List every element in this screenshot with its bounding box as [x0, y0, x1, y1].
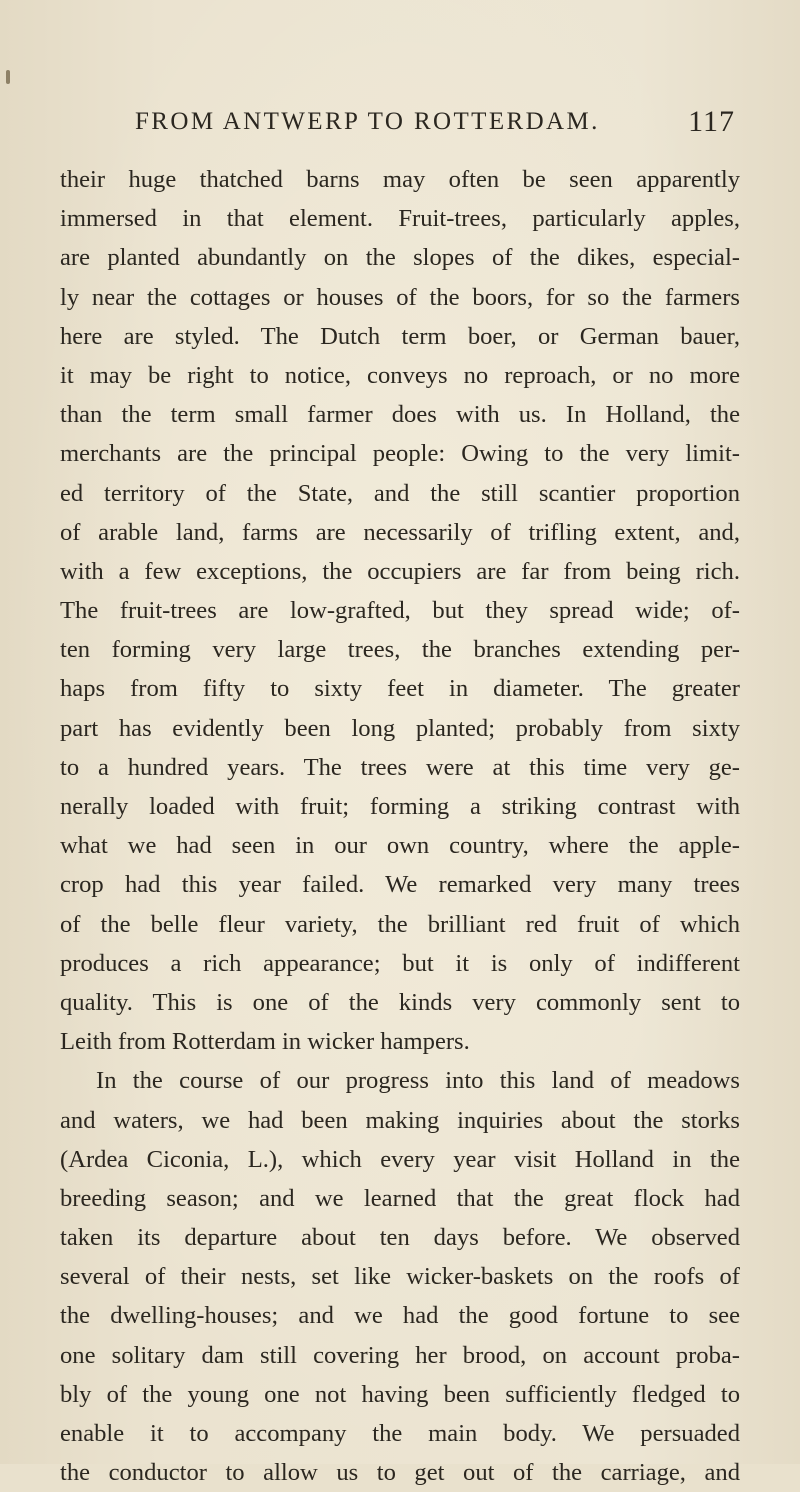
- text-line: (Ardea Ciconia, L.), which every year visit Holland in the: [60, 1145, 740, 1173]
- text-line: produces a rich appearance; but it is only of indifferent: [60, 949, 740, 977]
- text-line: ly near the cottages or houses of the boors, for so the farmers: [60, 283, 740, 311]
- text-line: the dwelling-houses; and we had the good fortune to see: [60, 1302, 740, 1330]
- text-line: ten forming very large trees, the branches extending per-: [60, 636, 740, 664]
- text-line: are planted abundantly on the slopes of the dikes, especial-: [60, 244, 740, 272]
- text-line: crop had this year failed. We remarked very many trees: [60, 871, 740, 899]
- text-line: ed territory of the State, and the still scantier proportion: [60, 479, 740, 507]
- text-line: with a few exceptions, the occupiers are far from being rich.: [60, 557, 740, 585]
- running-title: FROM ANTWERP TO ROTTERDAM.: [135, 108, 600, 135]
- text-line: part has evidently been long planted; probably from sixty: [60, 714, 740, 742]
- text-line: here are styled. The Dutch term boer, or German bauer,: [60, 322, 740, 350]
- text-line: enable it to accompany the main body. We persuaded: [60, 1420, 740, 1447]
- text-line: merchants are the principal people: Owing to the very limit-: [60, 440, 740, 468]
- text-line: In the course of our progress into this land of meadows: [96, 1067, 740, 1095]
- running-head: [135, 105, 735, 148]
- text-line: bly of the young one not having been sufficiently fledged to: [60, 1380, 740, 1408]
- page-number: 117: [688, 105, 735, 138]
- text-line: what we had seen in our own country, where the apple-: [60, 832, 740, 860]
- text-line: than the term small farmer does with us. In Holland, the: [60, 401, 740, 429]
- text-line: haps from fifty to sixty feet in diameter. The greater: [60, 675, 740, 703]
- text-line: of arable land, farms are necessarily of trifling extent, and,: [60, 518, 740, 546]
- text-line: nerally loaded with fruit; forming a striking contrast with: [60, 793, 740, 820]
- text-line: it may be right to notice, conveys no reproach, or no more: [60, 361, 740, 389]
- text-line: taken its departure about ten days before. We observed: [60, 1224, 740, 1252]
- body-text: [60, 160, 740, 1492]
- text-line: and waters, we had been making inquiries about the storks: [60, 1106, 740, 1134]
- text-line: quality. This is one of the kinds very commonly sent to: [60, 988, 740, 1016]
- text-line: Leith from Rotterdam in wicker hampers.: [60, 1028, 470, 1056]
- text-line: breeding season; and we learned that the great flock had: [60, 1184, 740, 1212]
- text-line: to a hundred years. The trees were at this time very ge-: [60, 753, 740, 781]
- text-line: one solitary dam still covering her brood, on account proba-: [60, 1341, 740, 1369]
- text-line: their huge thatched barns may often be seen apparently: [60, 166, 740, 193]
- text-line: immersed in that element. Fruit-trees, particularly apples,: [60, 205, 740, 233]
- text-line: the conductor to allow us to get out of the carriage, and: [60, 1459, 740, 1487]
- ink-blot: [6, 70, 10, 84]
- text-line: The fruit-trees are low-grafted, but they spread wide; of-: [60, 597, 740, 625]
- text-line: several of their nests, set like wicker-baskets on the roofs of: [60, 1263, 740, 1291]
- text-line: of the belle fleur variety, the brilliant red fruit of which: [60, 910, 740, 938]
